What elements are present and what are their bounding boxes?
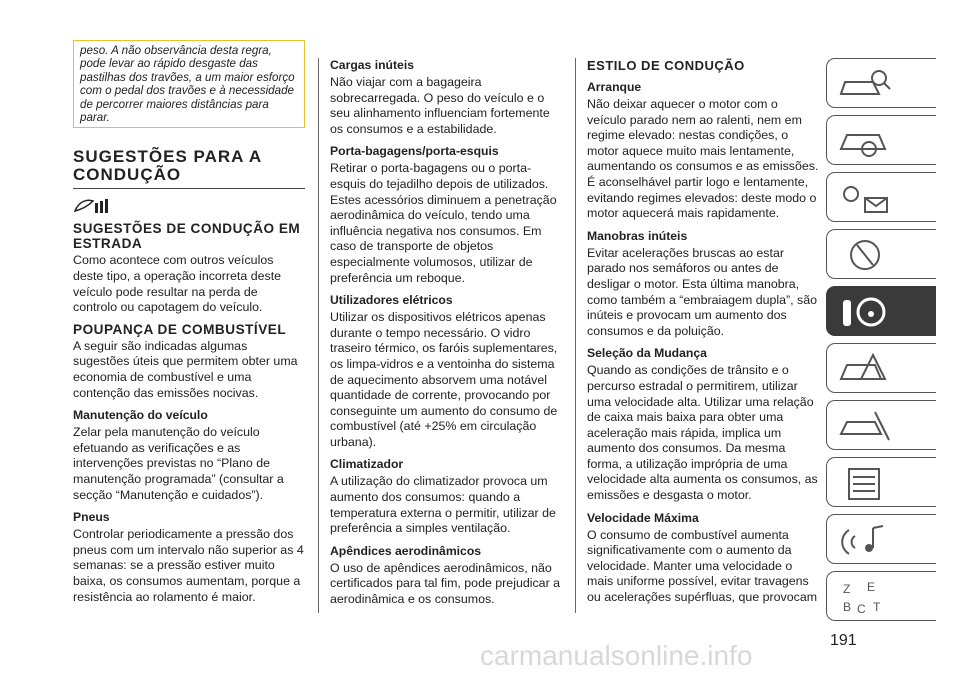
column-divider bbox=[575, 58, 576, 613]
chapter-tab-knowing-car[interactable] bbox=[826, 58, 936, 108]
chapter-tab-emergency[interactable] bbox=[826, 343, 936, 393]
chapter-tab-safety[interactable] bbox=[826, 229, 936, 279]
column-middle bbox=[330, 58, 562, 614]
chapter-tab-starting-driving[interactable] bbox=[826, 286, 936, 336]
svg-text:Z: Z bbox=[843, 582, 851, 596]
heading-driving-style: ESTILO DE CONDUÇÃO bbox=[587, 58, 745, 73]
airbag-seat-icon bbox=[835, 235, 895, 275]
specs-list-icon bbox=[835, 463, 895, 503]
paragraph-tyres: Controlar periodicamente a pressão dos pneus com um intervalo não superior as 4 semanas: se a pressão estiver muito baixa, os consumos aumentam, porque a resistência ao rolamento é maior. bbox=[73, 527, 304, 604]
heading-start: Arranque bbox=[587, 80, 642, 94]
column-divider bbox=[318, 58, 319, 613]
paragraph-gear-selection: Quando as condições de trânsito e o percurso estradal o permitirem, utilizar uma velocidade alta. Utilizar uma relação de caixa mais baixa para obter uma aceleração mais rápida, implica um aumento dos consumos. Da mesma forma, a utilização imprópria de uma velocidade alta aumenta os consumos, as emissões e desgasta o motor. bbox=[587, 363, 818, 503]
svg-text:T: T bbox=[873, 600, 881, 614]
svg-text:B: B bbox=[843, 600, 852, 614]
svg-text:C: C bbox=[857, 602, 866, 616]
heading-roof-racks: Porta-bagagens/porta-esquis bbox=[330, 144, 499, 159]
chapter-tab-technical-data[interactable] bbox=[826, 457, 936, 507]
tools-car-icon bbox=[835, 406, 895, 446]
heading-useless-manoeuvres: Manobras inúteis bbox=[587, 228, 688, 243]
chapter-tab-dashboard[interactable] bbox=[826, 115, 936, 165]
car-crash-icon bbox=[835, 349, 895, 389]
key-steering-wheel-icon bbox=[835, 292, 895, 332]
page-number: 191 bbox=[830, 632, 857, 649]
heading-road-tips: SUGESTÕES DE CONDUÇÃO EM ESTRADA bbox=[73, 221, 301, 252]
heading-gear-selection: Seleção da Mudança bbox=[587, 346, 707, 361]
watermark: carmanualsonline.info bbox=[480, 640, 753, 671]
paragraph-road-tips: Como acontece com outros veículos deste tipo, a operação incorreta deste veículo pode resultar na perda de controlo ou capotagem do veículo. bbox=[73, 253, 282, 315]
svg-text:E: E bbox=[867, 580, 876, 594]
paragraph-useless-manoeuvres: Evitar acelerações bruscas ao estar parado nos semáforos ou antes de desligar o motor. Esta última manobra, como também a “embraiagem dupla”, são inúteis e provocam um aumento dos consumos e da poluição. bbox=[587, 245, 818, 338]
heading-maintenance: Manutenção do veículo bbox=[73, 408, 208, 423]
multimedia-icon bbox=[835, 520, 895, 560]
paragraph-electrical-users: Utilizar os dispositivos elétricos apenas durante o tempo necessário. O vidro traseiro térmico, os faróis suplementares, os limpa-vidros e a ventoinha do sistema de aquecimento absorvem uma notável quantidade de corrente, provocando por conseguinte um aumento do consumo de combustível (até +25% em circulação urbana). bbox=[330, 310, 558, 449]
paragraph-roof-racks: Retirar o porta-bagagens ou o porta-esquis do tejadilho depois de utilizados. Estes acessórios diminuem a penetração aerodinâmica do veículo, tendo uma influência negativa nos consumos. Em caso de transporte de objetos especialmente volumosos, utilizar de preferência um reboque. bbox=[330, 161, 557, 285]
chapter-tab-maintenance[interactable] bbox=[826, 400, 936, 450]
heading-aero-appendices: Apêndices aerodinâmicos bbox=[330, 543, 482, 558]
heading-fuel-saving: POUPANÇA DE COMBUSTÍVEL bbox=[73, 321, 287, 337]
heading-tyres: Pneus bbox=[73, 510, 110, 525]
chapter-tab-index[interactable] bbox=[826, 571, 936, 621]
heading-useless-loads: Cargas inúteis bbox=[330, 58, 414, 72]
paragraph-aero-appendices: O uso de apêndices aerodinâmicos, não certificados para tal fim, pode prejudicar a aerodinâmica e os consumos. bbox=[330, 560, 561, 607]
column-right bbox=[587, 58, 819, 612]
eco-drive-icon bbox=[73, 197, 113, 215]
paragraph-fuel-saving: A seguir são indicadas algumas sugestões úteis que permitem obter uma economia de combustível e uma contenção das emissões nocivas. bbox=[73, 338, 298, 400]
section-title: SUGESTÕES PARA A CONDUÇÃO bbox=[73, 147, 262, 185]
car-dashboard-icon bbox=[835, 121, 895, 161]
heading-electrical-users: Utilizadores elétricos bbox=[330, 293, 453, 308]
car-search-icon bbox=[835, 64, 895, 104]
alphabetical-index-icon bbox=[835, 577, 895, 617]
heading-max-speed: Velocidade Máxima bbox=[587, 510, 699, 525]
chapter-tab-lights[interactable] bbox=[826, 172, 936, 222]
paragraph-climate-control: A utilização do climatizador provoca um aumento dos consumos: quando a temperatura externa o permitir, utilizar de preferência a simples ventilação. bbox=[330, 474, 556, 536]
heading-climate-control: Climatizador bbox=[330, 457, 404, 472]
paragraph-start: Não deixar aquecer o motor com o veículo parado nem ao ralenti, nem em regime elevado: nestas condições, o motor aquece muito mais lentamente, aumentando os consumos e as emissões. É aconselhável partir logo e lentamente, evitando regimes elevados: deste modo o motor aquecerá mais rapidamente. bbox=[587, 97, 819, 221]
light-envelope-icon bbox=[835, 178, 895, 218]
paragraph-maintenance: Zelar pela manutenção do veículo efetuando as verificações e as intervenções previstas no “Plano de manutenção programada” (consultar a secção “Manutenção e cuidados”). bbox=[73, 425, 284, 502]
paragraph-max-speed: O consumo de combustível aumenta significativamente com o aumento da velocidade. Manter uma velocidade o mais uniforme possível, evitar travagens ou acelerações supérfluas, que provocam bbox=[587, 527, 818, 605]
warning-box bbox=[73, 40, 305, 128]
column-left bbox=[73, 40, 305, 611]
paragraph-useless-loads: Não viajar com a bagageira sobrecarregada. O peso do veículo e o seu alinhamento influenciam fortemente os consumos e a estabilidade. bbox=[330, 75, 550, 136]
warning-text: peso. A não observância desta regra, pode levar ao rápido desgaste das pastilhas dos travões, a um maior esforço com o pedal dos travões e à necessidade de percorrer maiores distâncias para parar. bbox=[80, 44, 295, 125]
chapter-tab-multimedia[interactable] bbox=[826, 514, 936, 564]
title-rule bbox=[73, 188, 305, 189]
